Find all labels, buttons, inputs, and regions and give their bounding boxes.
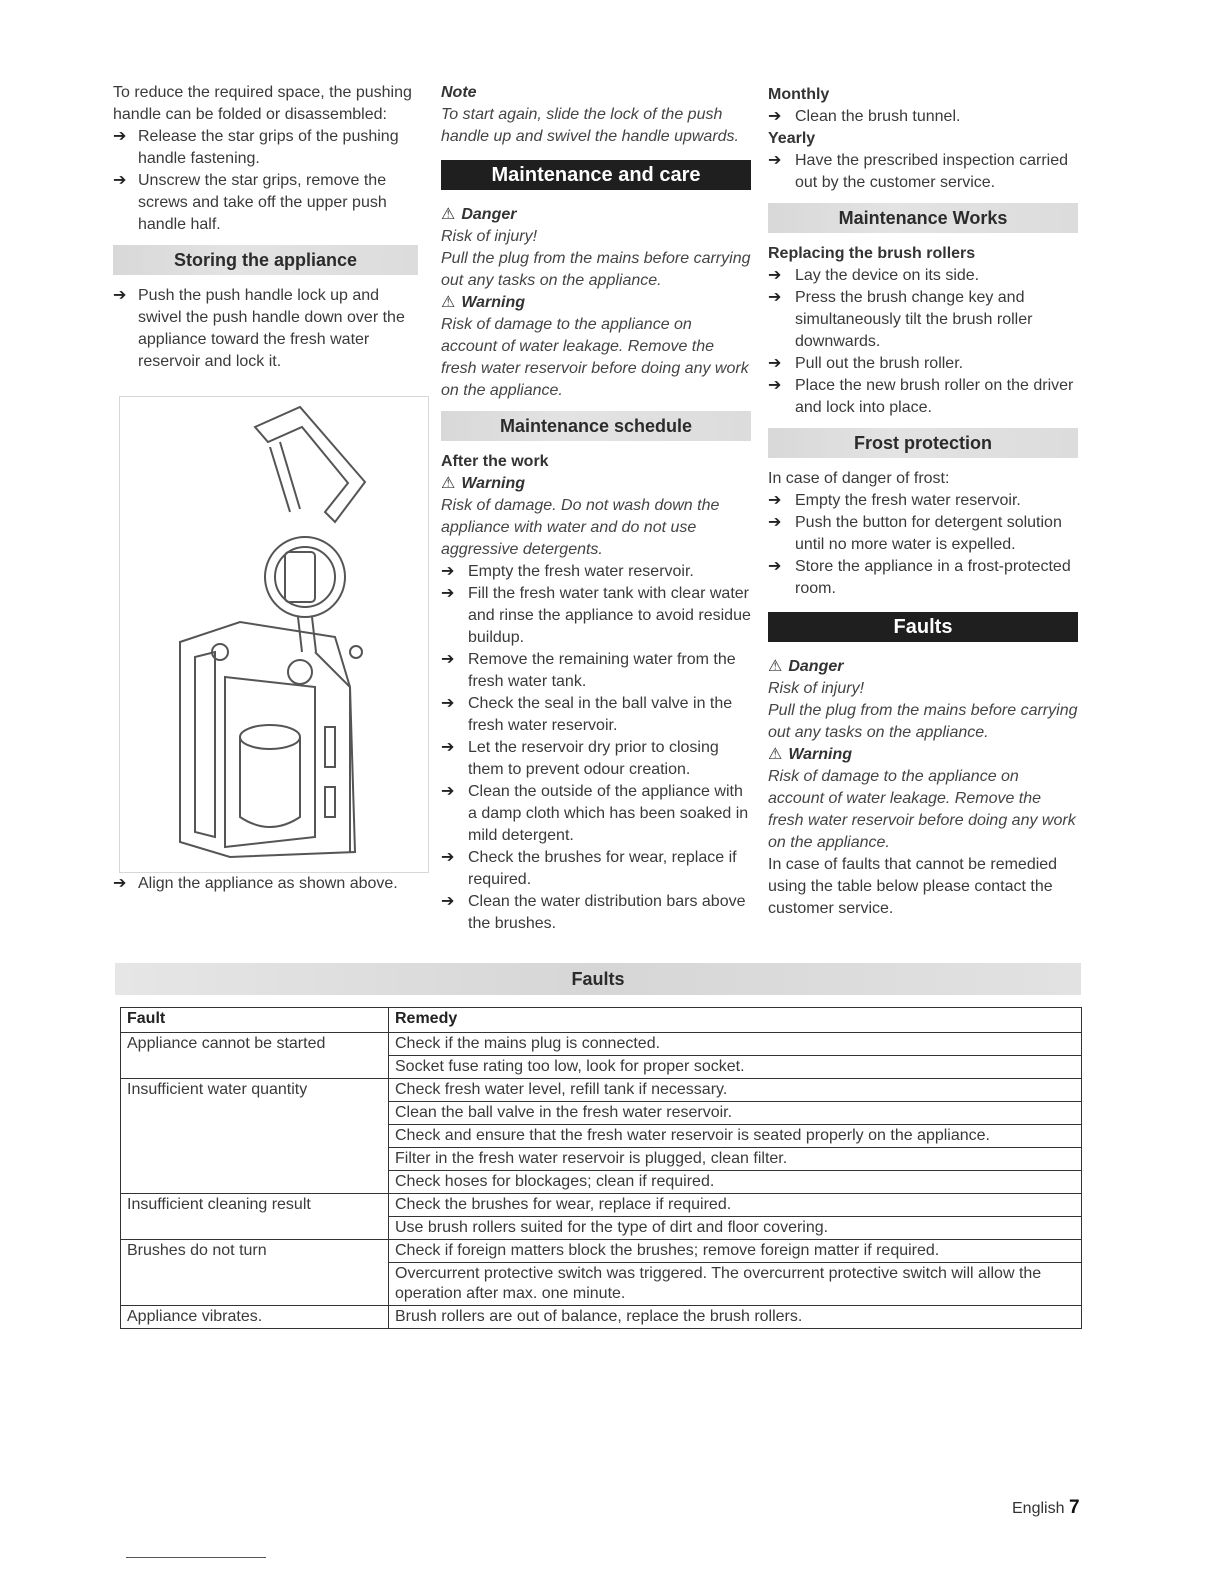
monthly-heading: Monthly [768, 86, 830, 103]
remedy-cell: Use brush rollers suited for the type of dirt and floor covering. [389, 1217, 1082, 1240]
page-footer [1012, 1497, 1080, 1519]
fault-cell: Appliance cannot be started [121, 1033, 389, 1079]
warning-text: Risk of damage to the appliance on account of water leakage. Remove the fresh water reservoir before doing any work on the appliance. [441, 316, 749, 399]
column-middle [441, 82, 751, 935]
step-item: ➔ Fill the fresh water tank with clear water and rinse the appliance to avoid residue buildup. [441, 585, 751, 646]
table-row [121, 1240, 1082, 1263]
step-item: ➔ Pull out the brush roller. [768, 353, 1078, 375]
remedy-cell: Overcurrent protective switch was triggered. The overcurrent protective switch will allow the operation after max. one minute. [389, 1263, 1082, 1306]
step-item: ➔ Check the seal in the ball valve in the fresh water reservoir. [441, 695, 733, 734]
appliance-illustration [120, 397, 428, 872]
after-work-heading: After the work [441, 453, 549, 470]
step-item: ➔ Let the reservoir dry prior to closing them to prevent odour creation. [441, 739, 719, 778]
storing-header: Storing the appliance [113, 245, 418, 275]
replacing-heading: Replacing the brush rollers [768, 245, 976, 262]
arrow-icon: ➔ [768, 152, 782, 169]
step-item: ➔ Place the new brush roller on the driver and lock into place. [768, 377, 1074, 416]
yearly-heading: Yearly [768, 130, 816, 147]
arrow-icon: ➔ [441, 563, 455, 580]
remedy-cell: Filter in the fresh water reservoir is plugged, clean filter. [389, 1148, 1082, 1171]
note-text: To start again, slide the lock of the push handle up and swivel the handle upwards. [441, 106, 739, 145]
arrow-icon: ➔ [768, 289, 782, 306]
step-item: ➔ Remove the remaining water from the fresh water tank. [441, 651, 736, 690]
arrow-icon: ➔ [113, 172, 127, 189]
arrow-icon: ➔ [768, 108, 782, 125]
step-list [768, 265, 1078, 419]
arrow-icon: ➔ [113, 287, 127, 304]
step-list [768, 106, 1078, 128]
danger-title: ⚠ Danger [768, 658, 844, 675]
page-number: 7 [1068, 1497, 1080, 1518]
arrow-icon: ➔ [441, 585, 455, 602]
step-list [768, 490, 1078, 600]
arrow-icon: ➔ [768, 377, 782, 394]
arrow-icon: ➔ [768, 355, 782, 372]
danger-sub: Risk of injury! [441, 228, 538, 245]
frost-intro: In case of danger of frost: [768, 470, 950, 487]
remedy-cell: Check and ensure that the fresh water reservoir is seated properly on the appliance. [389, 1125, 1082, 1148]
remedy-cell: Socket fuse rating too low, look for proper socket. [389, 1056, 1082, 1079]
warning-triangle-icon: ⚠ [441, 206, 456, 223]
table-row [121, 1033, 1082, 1056]
fault-cell: Insufficient cleaning result [121, 1194, 389, 1240]
arrow-icon: ➔ [441, 893, 455, 910]
remedy-cell: Clean the ball valve in the fresh water reservoir. [389, 1102, 1082, 1125]
column-right [768, 84, 1078, 920]
fault-cell: Brushes do not turn [121, 1240, 389, 1306]
warning-triangle-icon: ⚠ [768, 658, 783, 675]
remedy-cell: Check the brushes for wear, replace if required. [389, 1194, 1082, 1217]
step-item: ➔ Have the prescribed inspection carried out by the customer service. [768, 152, 1069, 191]
step-item: ➔ Clean the brush tunnel. [768, 106, 1078, 128]
warning-title: ⚠ Warning [441, 294, 526, 311]
faults-table-title: Faults [115, 963, 1081, 995]
arrow-icon: ➔ [441, 849, 455, 866]
note-title: Note [441, 84, 477, 101]
arrow-icon: ➔ [113, 128, 127, 145]
column-left-bottom [113, 873, 418, 895]
table-row [121, 1194, 1082, 1217]
step-item: ➔ Store the appliance in a frost-protected room. [768, 558, 1071, 597]
arrow-icon: ➔ [441, 783, 455, 800]
step-item: ➔ Clean the water distribution bars above the brushes. [441, 893, 746, 932]
fault-cell: Insufficient water quantity [121, 1079, 389, 1194]
footer-language: English [1012, 1500, 1065, 1517]
arrow-icon: ➔ [441, 739, 455, 756]
warning-triangle-icon: ⚠ [768, 746, 783, 763]
step-item: ➔ Check the brushes for wear, replace if required. [441, 849, 737, 888]
step-item: ➔ Empty the fresh water reservoir. [441, 561, 751, 583]
warning-text: Risk of damage to the appliance on account of water leakage. Remove the fresh water reservoir before doing any work on the appliance. [768, 768, 1076, 851]
step-item: ➔ Lay the device on its side. [768, 265, 1078, 287]
warning-triangle-icon: ⚠ [441, 475, 456, 492]
arrow-icon: ➔ [768, 514, 782, 531]
fault-cell: Appliance vibrates. [121, 1306, 389, 1329]
danger-title: ⚠ Danger [441, 206, 517, 223]
frost-header: Frost protection [768, 428, 1078, 458]
danger-sub: Risk of injury! [768, 680, 865, 697]
remedy-cell: Check hoses for blockages; clean if required. [389, 1171, 1082, 1194]
step-list [113, 873, 418, 895]
step-item: ➔ Clean the outside of the appliance with a damp cloth which has been soaked in mild detergent. [441, 783, 749, 844]
faults-header: Faults [768, 612, 1078, 642]
step-item: ➔ Align the appliance as shown above. [113, 873, 418, 895]
arrow-icon: ➔ [113, 875, 127, 892]
remedy-cell: Brush rollers are out of balance, replace the brush rollers. [389, 1306, 1082, 1329]
step-item: ➔ Empty the fresh water reservoir. [768, 490, 1078, 512]
appliance-figure [119, 396, 429, 873]
faults-text: In case of faults that cannot be remedied using the table below please contact the customer service. [768, 856, 1058, 917]
arrow-icon: ➔ [768, 267, 782, 284]
arrow-icon: ➔ [441, 695, 455, 712]
column-left [113, 82, 418, 373]
step-item: ➔ Press the brush change key and simultaneously tilt the brush roller downwards. [768, 289, 1033, 350]
arrow-icon: ➔ [768, 558, 782, 575]
arrow-icon: ➔ [768, 492, 782, 509]
remedy-cell: Check fresh water level, refill tank if necessary. [389, 1079, 1082, 1102]
warning2-title: ⚠ Warning [441, 475, 526, 492]
table-row [121, 1306, 1082, 1329]
remedy-cell: Check if foreign matters block the brushes; remove foreign matter if required. [389, 1240, 1082, 1263]
step-list [768, 150, 1078, 194]
step-item: ➔ Release the star grips of the pushing handle fastening. [113, 128, 399, 167]
danger-text: Pull the plug from the mains before carrying out any tasks on the appliance. [768, 702, 1078, 741]
table-header-row [121, 1008, 1082, 1033]
col-remedy-header: Remedy [389, 1008, 1082, 1033]
schedule-header: Maintenance schedule [441, 411, 751, 441]
warning2-text: Risk of damage. Do not wash down the appliance with water and do not use aggressive detergents. [441, 497, 720, 558]
remedy-cell: Check if the mains plug is connected. [389, 1033, 1082, 1056]
col-fault-header: Fault [121, 1008, 389, 1033]
maintenance-header: Maintenance and care [441, 160, 751, 190]
arrow-icon: ➔ [441, 651, 455, 668]
danger-text: Pull the plug from the mains before carrying out any tasks on the appliance. [441, 250, 751, 289]
table-row [121, 1079, 1082, 1102]
step-list [441, 561, 751, 935]
warning-triangle-icon: ⚠ [441, 294, 456, 311]
footer-rule [126, 1557, 266, 1558]
step-item: ➔ Unscrew the star grips, remove the screws and take off the upper push handle half. [113, 172, 387, 233]
step-item: ➔ Push the button for detergent solution until no more water is expelled. [768, 514, 1062, 553]
step-list [113, 126, 418, 236]
step-item: ➔ Push the push handle lock up and swivel the push handle down over the appliance toward the fresh water reservoir and lock it. [113, 287, 405, 370]
works-header: Maintenance Works [768, 203, 1078, 233]
faults-table-body [121, 1033, 1082, 1329]
warning-title: ⚠ Warning [768, 746, 853, 763]
intro-text: To reduce the required space, the pushing handle can be folded or disassembled: [113, 84, 412, 123]
step-list [113, 285, 418, 373]
faults-table [120, 1007, 1082, 1329]
